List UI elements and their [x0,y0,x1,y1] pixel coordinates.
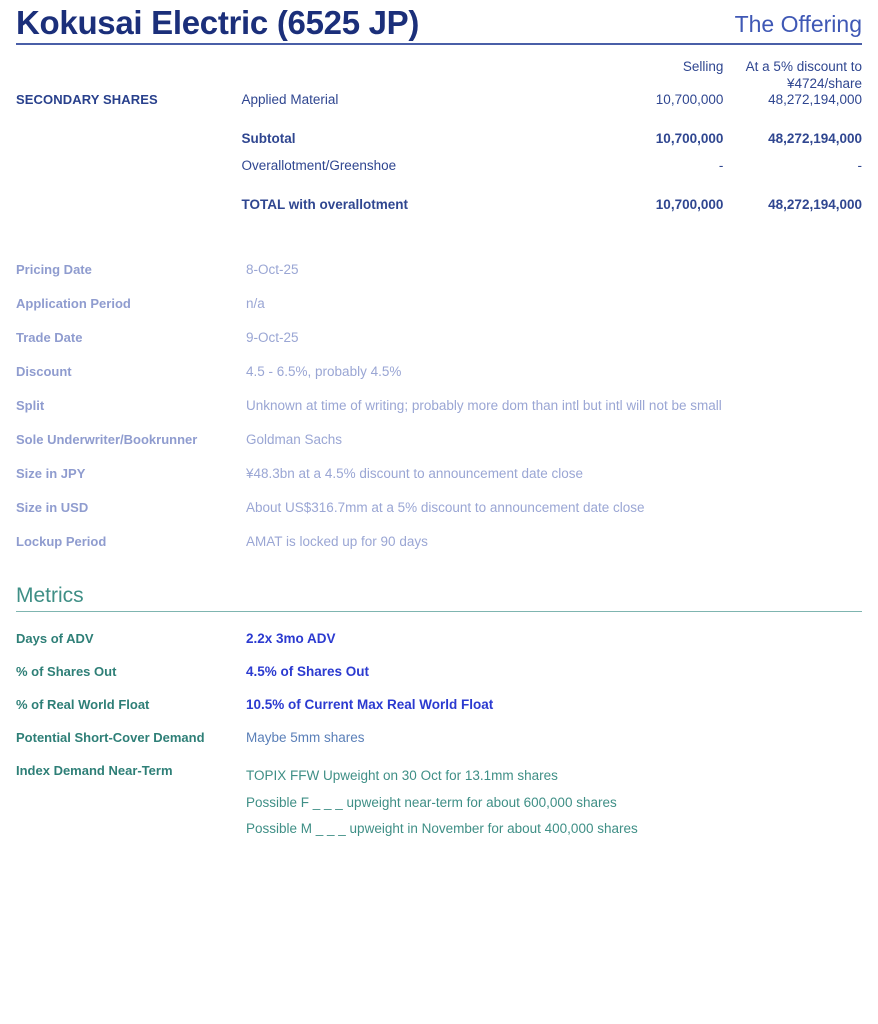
header-blank-2 [242,59,576,93]
offering-selling-0: 10,700,000 [655,92,724,108]
metric-value-days-of-adv: 2.2x 3mo ADV [246,631,336,647]
metric-key-index-demand: Index Demand Near-Term [16,763,173,779]
list-item [16,490,862,524]
table-row [16,197,862,212]
row-label-empty-3 [16,197,242,212]
term-key-sole-underwriter: Sole Underwriter/Bookrunner [16,431,198,447]
offering-discount-3: 48,272,194,000 [768,197,862,213]
list-item [16,422,862,456]
metric-key-pct-real-world-float: % of Real World Float [16,697,150,713]
metric-key-pct-shares-out: % of Shares Out [16,664,117,680]
document-header [16,0,862,45]
list-item [16,252,862,286]
term-key-split: Split [16,397,45,413]
list-item [16,388,862,422]
list-item [16,688,862,721]
table-row [16,131,862,146]
index-demand-line-0: TOPIX FFW Upweight on 30 Oct for 13.1mm shares [246,768,558,784]
index-demand-line-2: Possible M _ _ _ upweight in November for about 400,000 shares [246,821,638,837]
list-item [16,320,862,354]
offering-discount-0: 48,272,194,000 [768,92,862,108]
list-item [16,754,862,851]
term-key-size-usd: Size in USD [16,499,89,515]
term-value-pricing-date: 8-Oct-25 [246,261,299,277]
offering-item-2: Overallotment/Greenshoe [241,158,397,174]
spacer-row [16,173,862,197]
metric-value-pct-shares-out: 4.5% of Shares Out [246,664,370,680]
spacer-row [16,146,862,158]
header-blank-1 [16,59,242,93]
offering-selling-3: 10,700,000 [655,197,724,213]
term-key-size-jpy: Size in JPY [16,465,86,481]
list-item [16,524,862,558]
header-section-label: The Offering [734,10,862,37]
offering-item-3: TOTAL with overallotment [241,197,409,213]
column-header-discount-line1: At a 5% discount to [745,58,862,74]
offering-item-0: Applied Material [241,92,339,108]
offering-table [16,59,862,213]
list-item [16,286,862,320]
terms-list [16,252,862,558]
table-row [16,92,862,107]
spacer-row [16,107,862,131]
list-item [16,622,862,655]
offering-discount-1: 48,272,194,000 [768,131,862,147]
term-value-application-period: n/a [246,295,265,311]
term-value-size-usd: About US$316.7mm at a 5% discount to announcement date close [246,499,645,515]
offering-item-1: Subtotal [241,131,296,147]
metric-key-short-cover-demand: Potential Short-Cover Demand [16,730,205,746]
section-heading-metrics: Metrics [16,584,862,612]
offering-selling-1: 10,700,000 [655,131,724,147]
column-header-discount-line2: ¥4724/share [786,75,862,91]
column-header-selling: Selling [682,58,724,74]
term-key-application-period: Application Period [16,295,131,311]
term-value-trade-date: 9-Oct-25 [246,329,299,345]
list-item [16,721,862,754]
page-title: Kokusai Electric (6525 JP) [16,4,420,41]
term-value-lockup-period: AMAT is locked up for 90 days [246,533,428,549]
row-label-empty-2 [16,158,242,173]
table-header-row [16,59,862,93]
term-key-lockup-period: Lockup Period [16,533,107,549]
list-item [16,354,862,388]
term-value-split: Unknown at time of writing; probably more dom than intl but intl will not be small [246,397,722,413]
table-row [16,158,862,173]
list-item [16,456,862,490]
metric-key-days-of-adv: Days of ADV [16,631,94,647]
term-value-sole-underwriter: Goldman Sachs [246,431,343,447]
term-value-discount: 4.5 - 6.5%, probably 4.5% [246,363,402,379]
metrics-list [16,622,862,851]
index-demand-line-1: Possible F _ _ _ upweight near-term for about 600,000 shares [246,794,617,810]
list-item [16,655,862,688]
metric-value-pct-real-world-float: 10.5% of Current Max Real World Float [246,697,494,713]
metric-value-index-demand [246,754,862,851]
row-label-secondary-shares: SECONDARY SHARES [16,92,158,108]
term-key-pricing-date: Pricing Date [16,261,92,277]
term-key-discount: Discount [16,363,72,379]
offering-selling-2: - [718,158,724,174]
column-header-discount [723,59,862,93]
row-label-empty-1 [16,131,242,146]
metric-value-short-cover-demand: Maybe 5mm shares [246,730,365,746]
term-value-size-jpy: ¥48.3bn at a 4.5% discount to announcement date close [246,465,583,481]
offering-discount-2: - [857,158,862,174]
term-key-trade-date: Trade Date [16,329,83,345]
